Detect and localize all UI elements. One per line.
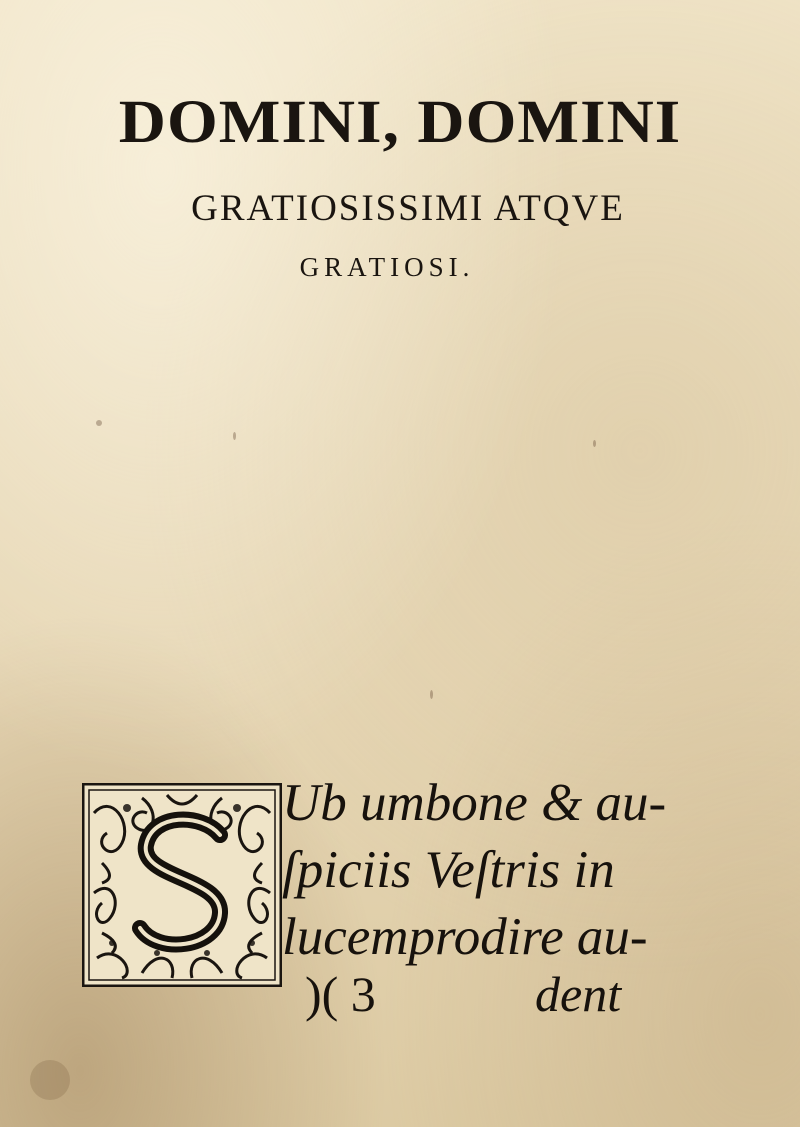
foxing-spot (96, 420, 102, 426)
body-line-1: Ub umbone & au- (282, 774, 667, 832)
catchword: dent (535, 966, 622, 1022)
title-line-3: GRATIOSI. (299, 252, 475, 282)
body-line-2: ſpiciis Veſtris in (282, 841, 615, 899)
foxing-spot (430, 690, 433, 699)
foxing-spot (593, 440, 596, 447)
body-text (282, 770, 667, 971)
signature-mark: )( 3 (305, 966, 376, 1022)
ornamental-initial-s (82, 783, 282, 987)
title-line-2: GRATIOSISSIMI ATQVE (191, 188, 625, 229)
title-line-1: DOMINI, DOMINI (118, 89, 682, 156)
body-line-3: lucemprodire au- (282, 908, 648, 966)
foxing-spot (233, 432, 236, 440)
foxing-spot (30, 1060, 70, 1100)
decorated-initial-icon (82, 783, 282, 987)
